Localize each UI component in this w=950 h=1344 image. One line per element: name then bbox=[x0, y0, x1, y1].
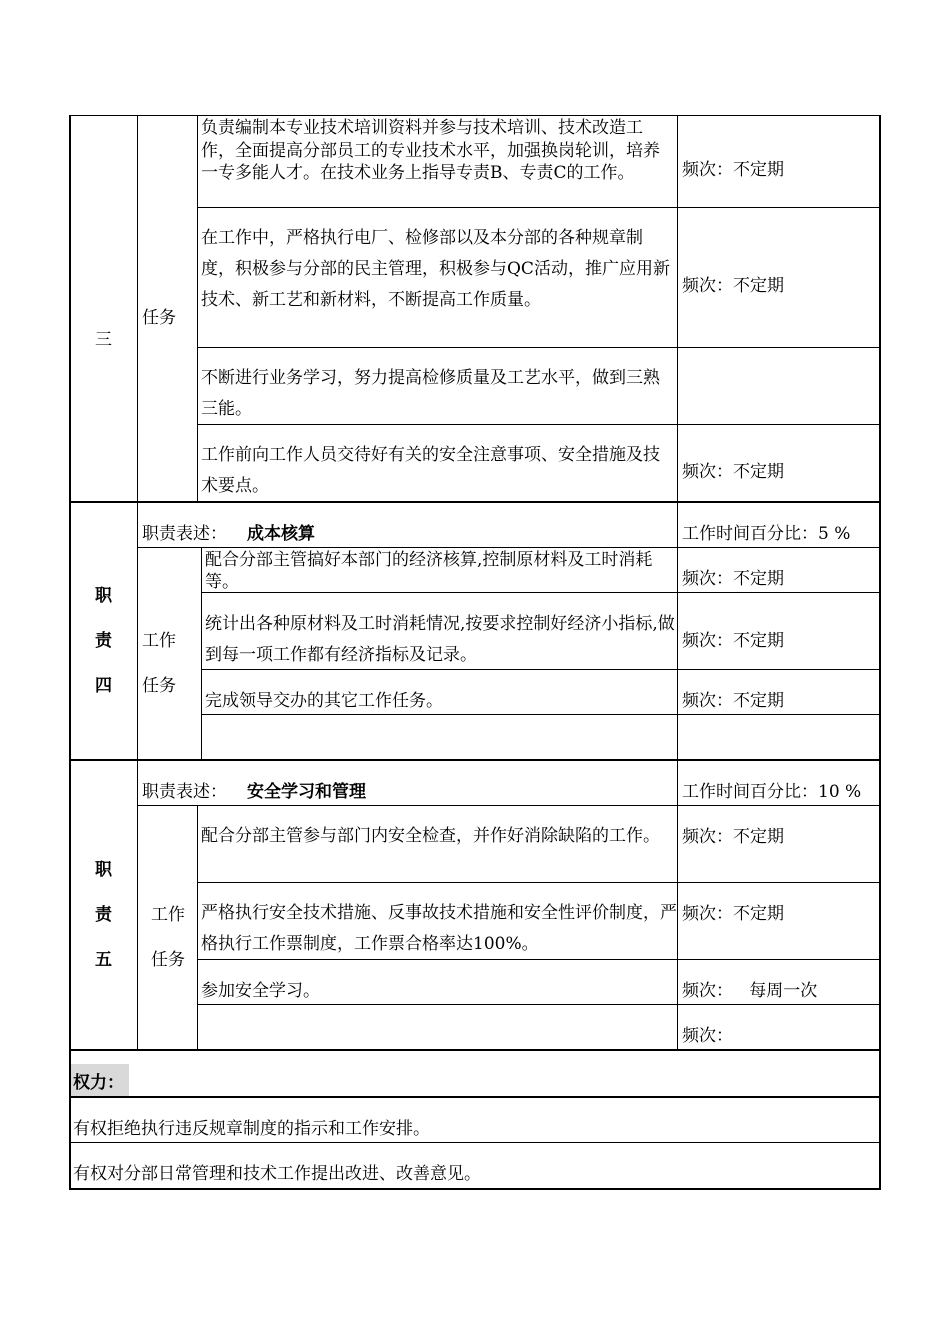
outer-bottom-border bbox=[69, 1188, 881, 1190]
task-text: 配合分部主管搞好本部门的经济核算,控制原材料及工时消耗等。 bbox=[205, 550, 653, 592]
task-label: 工作 bbox=[151, 905, 185, 925]
task-frequency: 频次：不定期 bbox=[682, 276, 784, 296]
outer-right-border bbox=[879, 115, 881, 1189]
col-divider bbox=[201, 548, 202, 759]
section-label: 责 bbox=[95, 631, 112, 651]
section-number: 三 bbox=[95, 330, 112, 350]
task-text: 完成领导交办的其它工作任务。 bbox=[205, 691, 443, 711]
task-frequency: 频次：不定期 bbox=[682, 827, 784, 847]
task-text: 工作前向工作人员交待好有关的安全注意事项、安全措施及技术要点。 bbox=[201, 445, 660, 496]
task-text: 严格执行安全技术措施、反事故技术措施和安全性评价制度，严格执行工作票制度，工作票合格率达100%。 bbox=[201, 903, 677, 954]
row-divider bbox=[137, 547, 880, 548]
row-divider bbox=[69, 1142, 881, 1143]
work-time-percentage: 工作时间百分比：10 % bbox=[682, 782, 862, 802]
col-divider bbox=[197, 805, 198, 1050]
task-label: 任务 bbox=[142, 308, 176, 328]
work-time-percentage: 工作时间百分比：5 % bbox=[682, 524, 851, 544]
duty-description-label: 职责表述： bbox=[142, 782, 227, 802]
task-text: 参加安全学习。 bbox=[201, 981, 320, 1001]
task-frequency: 频次：不定期 bbox=[682, 569, 784, 589]
authority-item: 有权拒绝执行违反规章制度的指示和工作安排。 bbox=[73, 1119, 430, 1139]
row-divider bbox=[137, 805, 880, 806]
duty-description-title: 成本核算 bbox=[247, 524, 315, 544]
task-frequency: 频次： 每周一次 bbox=[682, 981, 818, 1001]
task-frequency: 频次：不定期 bbox=[682, 631, 784, 651]
duty-description-title: 安全学习和管理 bbox=[247, 782, 366, 802]
row-divider bbox=[197, 347, 880, 348]
row-divider bbox=[197, 207, 880, 208]
row-divider bbox=[197, 1004, 880, 1005]
col-divider bbox=[137, 115, 138, 1050]
task-text: 不断进行业务学习，努力提高检修质量及工艺水平，做到三熟三能。 bbox=[201, 368, 660, 419]
task-label: 任务 bbox=[151, 950, 185, 970]
duty-description-label: 职责表述： bbox=[142, 524, 227, 544]
outer-left-border bbox=[69, 115, 71, 1189]
task-label: 任务 bbox=[142, 676, 176, 696]
task-label: 工作 bbox=[142, 631, 176, 651]
section-label: 职 bbox=[95, 860, 112, 880]
section-label: 四 bbox=[95, 676, 112, 696]
task-frequency: 频次：不定期 bbox=[682, 691, 784, 711]
authority-item: 有权对分部日常管理和技术工作提出改进、改善意见。 bbox=[73, 1164, 481, 1184]
task-frequency: 频次：不定期 bbox=[682, 904, 784, 924]
col-divider bbox=[197, 115, 198, 501]
task-frequency: 频次： bbox=[682, 1026, 733, 1046]
row-divider bbox=[201, 714, 880, 715]
section-divider bbox=[69, 759, 881, 761]
row-divider bbox=[197, 882, 880, 883]
task-frequency: 频次：不定期 bbox=[682, 462, 784, 482]
task-text: 配合分部主管参与部门内安全检查，并作好消除缺陷的工作。 bbox=[201, 826, 660, 846]
outer-top-border bbox=[69, 115, 881, 116]
col-divider bbox=[677, 115, 678, 1050]
section-label: 五 bbox=[95, 950, 112, 970]
task-text: 在工作中，严格执行电厂、检修部以及本分部的各种规章制度，积极参与分部的民主管理，积极参与QC活动，推广应用新技术、新工艺和新材料，不断提高工作质量。 bbox=[201, 228, 670, 310]
task-text: 负责编制本专业技术培训资料并参与技术培训、技术改造工作，全面提高分部员工的专业技术水平，加强换岗轮训，培养一专多能人才。在技术业务上指导专责B、专责C的工作。 bbox=[201, 118, 660, 183]
section-label: 职 bbox=[95, 586, 112, 606]
section-divider bbox=[69, 1049, 881, 1051]
section-divider bbox=[69, 1096, 881, 1098]
authority-label: 权力： bbox=[73, 1073, 124, 1093]
section-label: 责 bbox=[95, 905, 112, 925]
task-text: 统计出各种原材料及工时消耗情况,按要求控制好经济小指标,做到每一项工作都有经济指标及记录。 bbox=[205, 614, 675, 665]
task-frequency: 频次：不定期 bbox=[682, 160, 784, 180]
